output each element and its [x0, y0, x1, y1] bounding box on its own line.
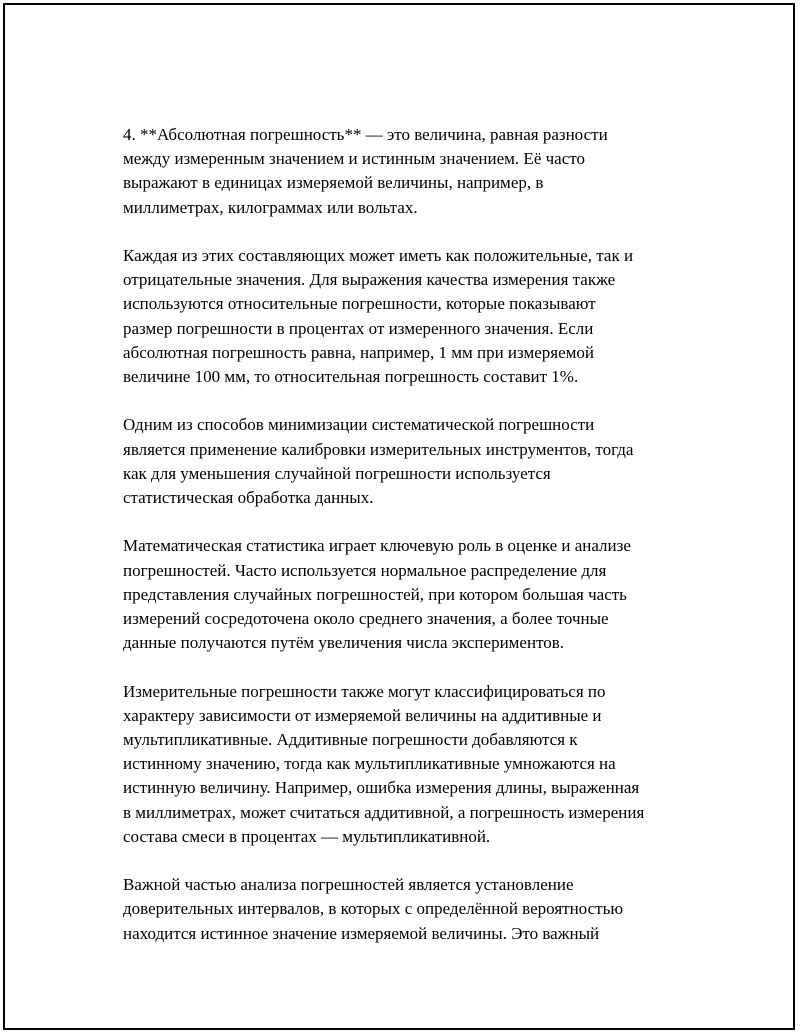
text-line: находится истинное значение измеряемой величины. Это важный: [123, 923, 600, 943]
text-line: Измерительные погрешности также могут классифицироваться по: [123, 681, 606, 701]
paragraph-additive-multiplicative: [123, 680, 723, 849]
text-line: 4. **Абсолютная погрешность** — это величина, равная разности: [123, 125, 608, 144]
text-line: Математическая статистика играет ключевую роль в оценке и анализе: [123, 536, 631, 556]
text-line: миллиметрах, килограммах или вольтах.: [123, 197, 418, 217]
page-frame: [3, 3, 795, 1030]
text-line: состава смеси в процентах — мультипликативной.: [123, 826, 491, 846]
text-line: истинному значению, тогда как мультипликативные умножаются на: [123, 754, 616, 774]
text-line: Важной частью анализа погрешностей является установление: [123, 875, 574, 895]
text-line: Одним из способов минимизации систематической погрешности: [123, 415, 595, 435]
text-line: представления случайных погрешностей, при котором большая часть: [123, 584, 627, 604]
text-line: величине 100 мм, то относительная погрешность составит 1%.: [123, 367, 579, 387]
text-line: используются относительные погрешности, которые показывают: [123, 294, 596, 314]
text-line: как для уменьшения случайной погрешности используется: [123, 463, 551, 483]
text-line: характеру зависимости от измеряемой величины на аддитивные и: [123, 705, 602, 725]
paragraph-relative-error: [123, 244, 723, 389]
paragraph-statistics: [123, 534, 723, 655]
text-line: данные получаются путём увеличения числа экспериментов.: [123, 633, 565, 653]
paragraph-absolute-error: [123, 123, 723, 220]
text-line: статистическая обработка данных.: [123, 488, 374, 508]
text-line: Каждая из этих составляющих может иметь как положительные, так и: [123, 246, 634, 265]
text-line: размер погрешности в процентах от измеренного значения. Если: [123, 318, 594, 338]
paragraph-confidence-intervals: [123, 873, 723, 946]
text-line: мультипликативные. Аддитивные погрешности добавляются к: [123, 730, 578, 750]
text-line: выражают в единицах измеряемой величины, например, в: [123, 173, 544, 193]
paragraph-minimization: [123, 413, 723, 510]
document-body: [123, 123, 723, 970]
text-line: доверительных интервалов, в которых с определённой вероятностью: [123, 899, 624, 919]
text-line: является применение калибровки измерительных инструментов, тогда: [123, 439, 634, 459]
text-line: истинную величину. Например, ошибка измерения длины, выраженная: [123, 778, 640, 798]
text-line: погрешностей. Часто используется нормальное распределение для: [123, 560, 607, 580]
text-line: измерений сосредоточена около среднего значения, а более точные: [123, 609, 609, 629]
text-line: в миллиметрах, может считаться аддитивной, а погрешность измерения: [123, 802, 645, 822]
text-line: отрицательные значения. Для выражения качества измерения также: [123, 270, 616, 290]
text-line: между измеренным значением и истинным значением. Её часто: [123, 149, 585, 169]
text-line: абсолютная погрешность равна, например, 1 мм при измеряемой: [123, 342, 595, 362]
